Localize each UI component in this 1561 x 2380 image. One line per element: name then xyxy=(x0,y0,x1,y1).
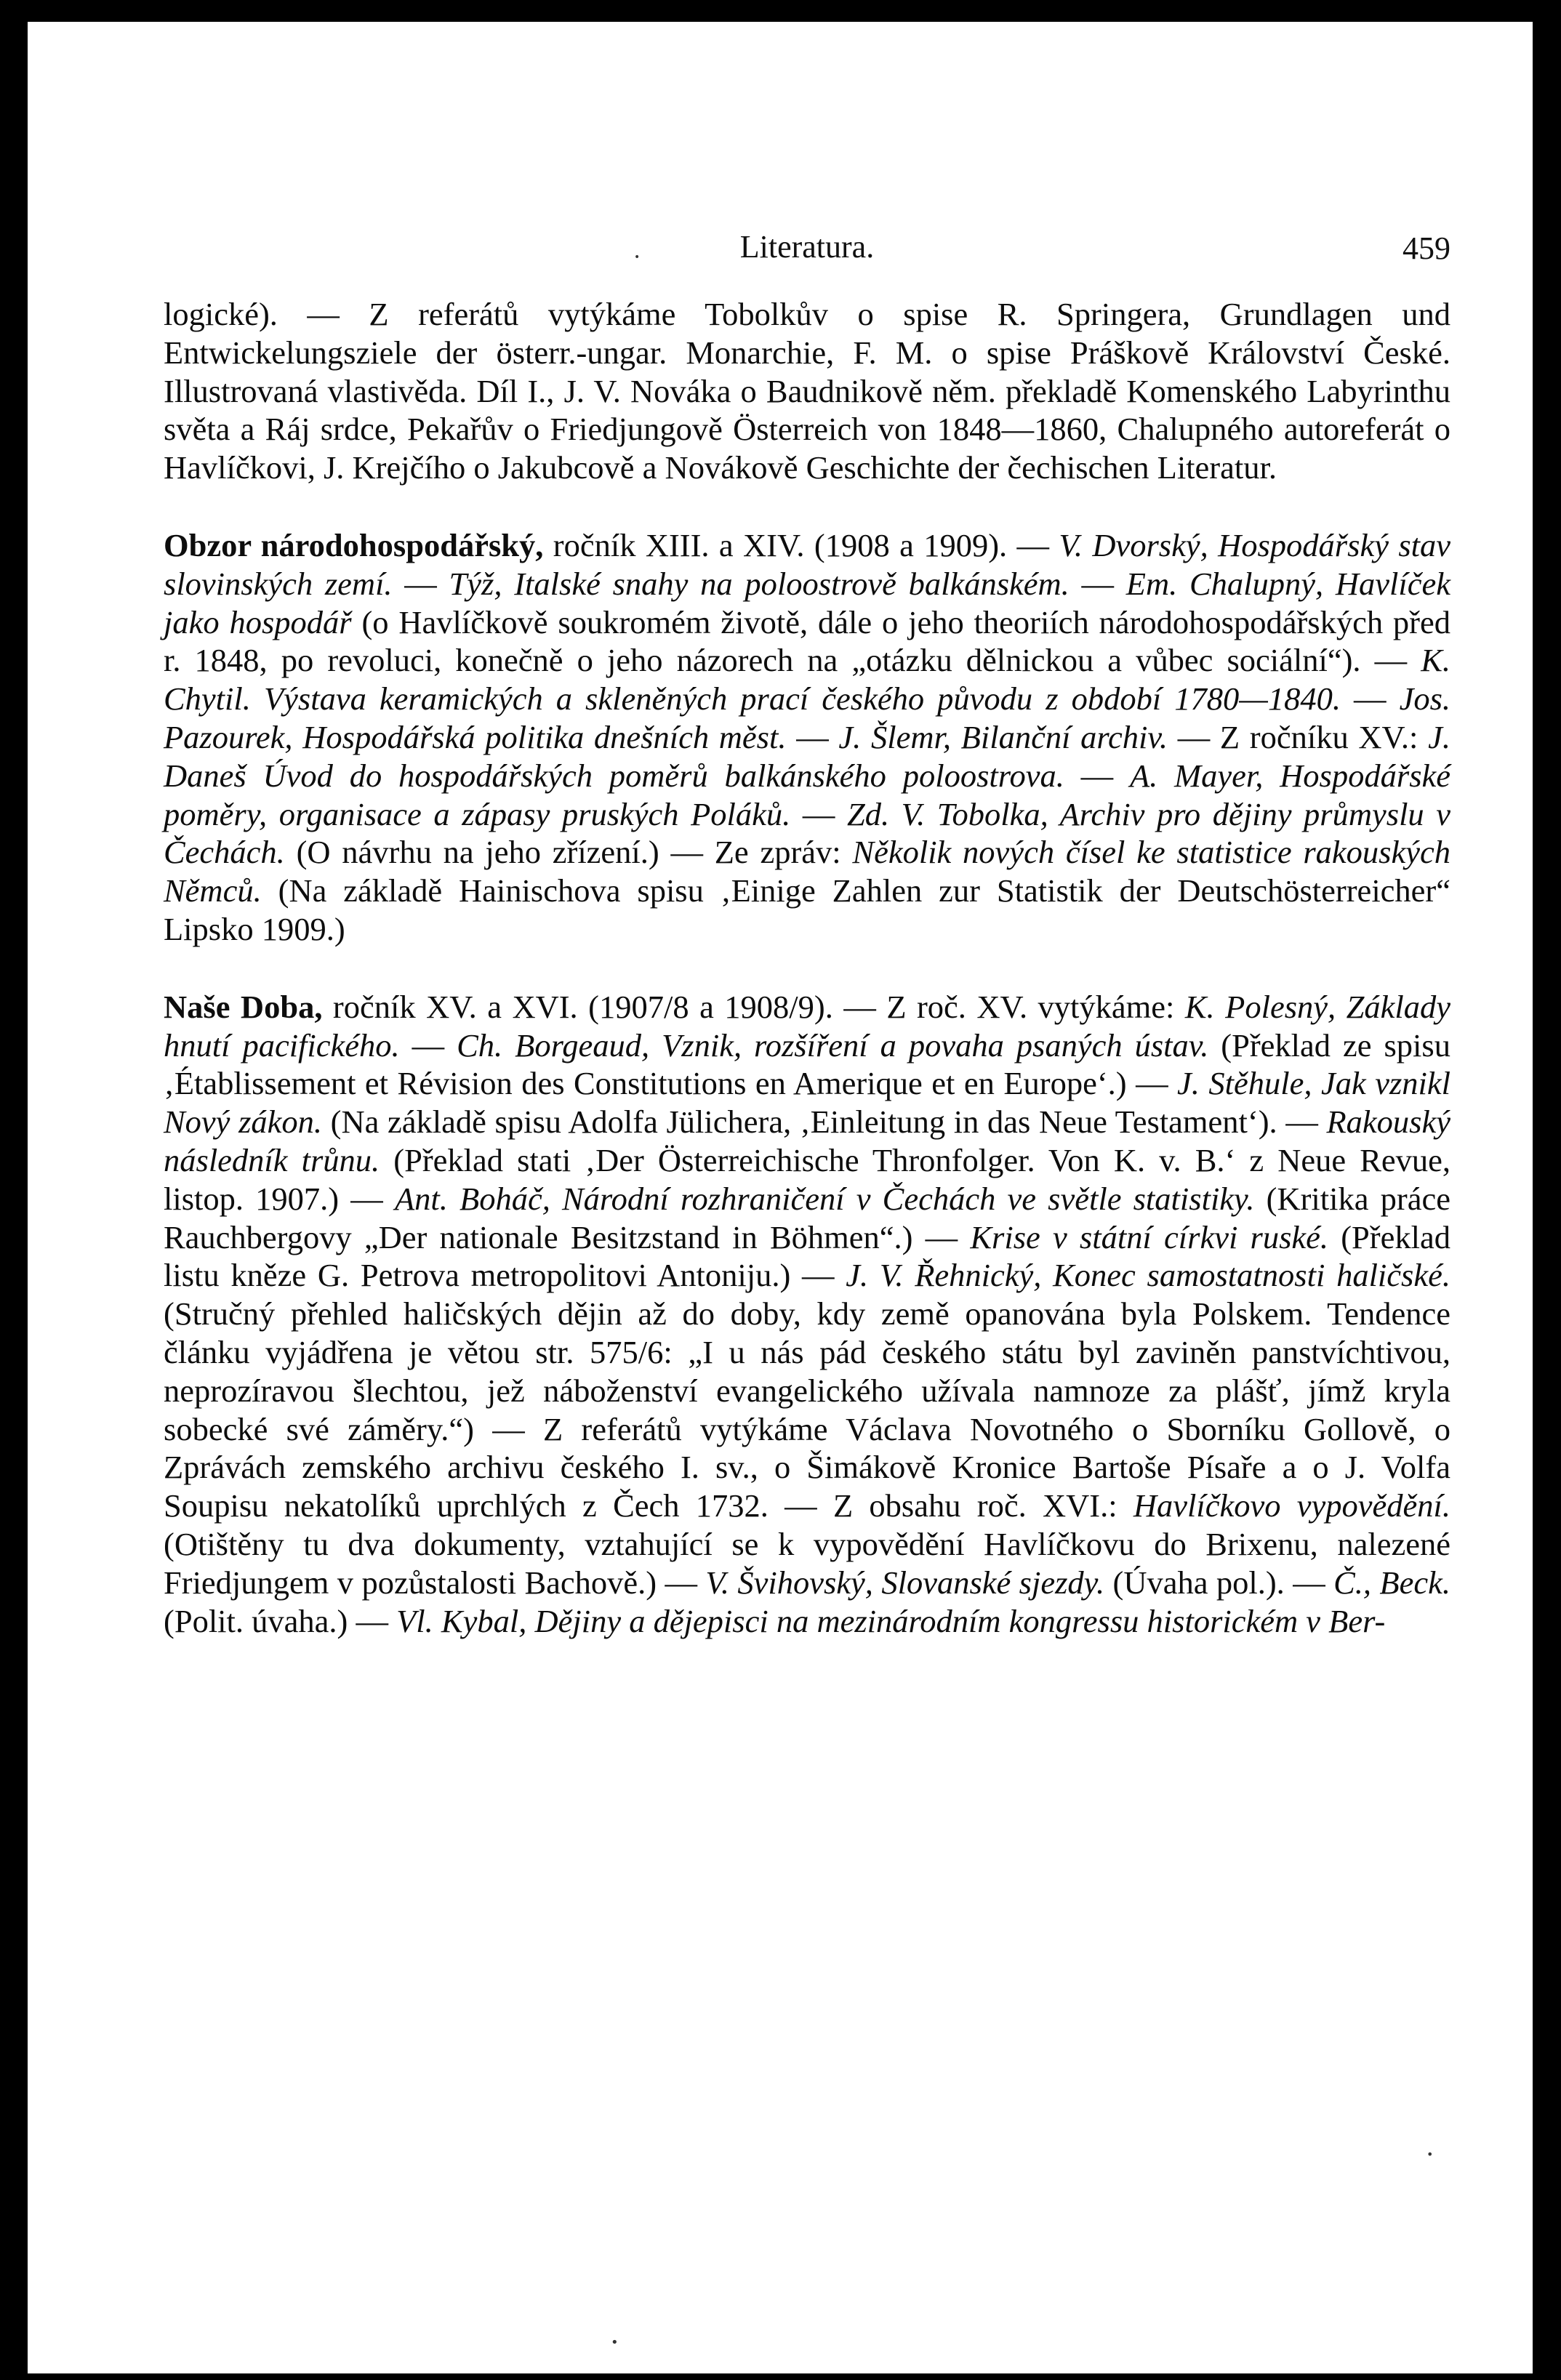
text-run: (Na základě Hainischova spisu ‚Einige Zahlen zur Statistik der Deutschösterreicher“ Lipsko 1909.) xyxy=(164,872,1450,947)
text-run: — Z ročníku XV.: xyxy=(1168,718,1429,755)
cited-work: Krise v státní církvi ruské. xyxy=(970,1218,1329,1255)
paragraph xyxy=(164,526,1450,949)
text-run: logické). — Z referátů vytýkáme Tobolkův o spise R. Springera, Grundlagen und Entwickelungsziele der österr.-ungar. Monarchie, F. M. o spise Práškově Království České. Illustrovaná vlastivěda. Díl I., J. V. Nováka o Baudnikově něm. překladě Komenského Labyrinthu světa a Ráj srdce, Pekařův o Friedjungově Österreich von 1848—1860, Chalupného autoreferát o Havlíčkovi, J. Krejčího o Jakubcově a Novákově Geschichte der čechischen Literatur. xyxy=(164,296,1450,486)
journal-title: Naše Doba, xyxy=(164,988,323,1025)
text-run: (Kritika práce Rauchbergovy „Der nationale Besitzstand in Böhmen“.) — xyxy=(164,1180,1450,1255)
cited-work: V. Švihovský, Slovanské sjezdy. xyxy=(705,1564,1105,1601)
text-run: — xyxy=(1340,680,1400,717)
text-run: (o Havlíčkově soukromém životě, dále o jeho theoriích národohospodářských před r. 1848, po revoluci, konečně o jeho názorech na „otázku dělnickou a vůbec sociální“). — xyxy=(164,603,1450,679)
running-title: Literatura. xyxy=(739,229,875,265)
journal-title: Obzor národohospodářský, xyxy=(164,526,544,563)
cited-work: Rakouský následník trůnu. xyxy=(164,1103,1450,1178)
page-number: 459 xyxy=(1403,230,1450,266)
cited-work: V. Dvorský, Hospodářský stav slovinských zemí. xyxy=(164,526,1451,602)
text-run: ročník XV. a XVI. (1907/8 a 1908/9). — Z roč. XV. vytýkáme: xyxy=(322,988,1185,1025)
cited-work: J. V. Řehnický, Konec samostatnosti haličské. xyxy=(846,1257,1450,1294)
text-run: (Překlad stati ‚Der Österreichische Thronfolger. Von K. v. B.‘ z Neue Revue, listop. 1907.) — xyxy=(164,1141,1451,1217)
text-run: — xyxy=(1064,757,1130,794)
cited-work: A. Mayer, Hospodářské poměry, organisace a zápasy pruských Poláků. xyxy=(164,757,1451,832)
article-body xyxy=(164,295,1450,1640)
cited-work: Jos. Pazourek, Hospodářská politika dnešních měst. xyxy=(164,680,1451,755)
text-run: — xyxy=(392,565,449,602)
paragraph xyxy=(164,988,1450,1641)
cited-work: Ant. Boháč, Národní rozhraničení v Čechách ve světle statistiky. xyxy=(394,1180,1255,1217)
cited-work: K. Polesný, Základy hnutí pacifického. xyxy=(164,988,1450,1064)
text-run: — xyxy=(399,1026,457,1064)
cited-work: J. Šlemr, Bilanční archiv. xyxy=(838,718,1168,755)
cited-work: J. Stěhule, Jak vznikl Nový zákon. xyxy=(164,1065,1450,1141)
cited-work: Vl. Kybal, Dějiny a dějepisci na mezinárodním kongressu historickém v Ber- xyxy=(396,1602,1386,1639)
text-run: (Úvaha pol.). — xyxy=(1104,1564,1334,1601)
cited-work: Zd. V. Tobolka, Archiv pro dějiny průmyslu v Čechách. xyxy=(164,795,1451,871)
text-run: (Otištěny tu dva dokumenty, vztahující se k vypovědění Havlíčkovu do Brixenu, nalezené Friedjungem v pozůstalosti Bachově.) — xyxy=(164,1525,1450,1601)
page-header xyxy=(164,228,1450,269)
print-speck: • xyxy=(1426,2147,1434,2161)
cited-work: J. Daneš Úvod do hospodářských poměrů balkánského poloostrova. xyxy=(164,718,1450,794)
text-run: — xyxy=(790,795,847,832)
text-run: (Stručný přehled haličských dějin až do doby, kdy země opanována byla Polskem. Tendence článku vyjádřena je větou str. 575/6: „I u nás pád českého státu byl zaviněn panstvíchtivou, neprozíravou šlechtou, jež náboženství evangelického užívala namnoze za plášť, jímž kryla sobecké své záměry.“) — Z referátů vytýkáme Václava Novotného o Sborníku Gollově, o Zprávách zemského archivu českého I. sv., o Šimákově Kronice Bartoše Písaře a o J. Volfa Soupisu nekatolíků uprchlých z Čech 1732. — Z obsahu roč. XVI.: xyxy=(164,1295,1450,1524)
cited-work: Ch. Borgeaud, Vznik, rozšíření a povaha psaných ústav. xyxy=(457,1026,1209,1064)
text-run: — xyxy=(786,718,839,755)
paragraph xyxy=(164,295,1450,487)
text-run: (Polit. úvaha.) — xyxy=(164,1602,397,1639)
text-run: (Překlad ze spisu ‚Établissement et Révision des Constitutions en Amerique et en Europe‘.) — xyxy=(164,1026,1450,1102)
cited-work: K. Chytil. Výstava keramických a skleněných prací českého původu z období 1780—1840. xyxy=(164,642,1450,717)
text-run: (O návrhu na jeho zřízení.) — Ze zpráv: xyxy=(284,834,853,871)
cited-work: Č., Beck. xyxy=(1333,1564,1450,1601)
cited-work: Týž, Italské snahy na poloostrově balkánském. xyxy=(449,565,1070,602)
print-speck: • xyxy=(611,2335,619,2350)
cited-work: Havlíčkovo vypovědění. xyxy=(1133,1487,1450,1524)
cited-work: Em. Chalupný, Havlíček jako hospodář xyxy=(164,565,1450,640)
text-run: (Na základě spisu Adolfa Jülichera, ‚Einleitung in das Neue Testament‘). — xyxy=(322,1103,1327,1141)
text-run: — xyxy=(1069,565,1126,602)
text-run: ročník XIII. a XIV. (1908 a 1909). — xyxy=(543,526,1059,563)
text-run: (Překlad listu kněze G. Petrova metropolitovi Antoniju.) — xyxy=(164,1218,1450,1294)
print-speck: • xyxy=(634,252,641,263)
cited-work: Několik nových čísel ke statistice rakouských Němců. xyxy=(164,834,1450,909)
